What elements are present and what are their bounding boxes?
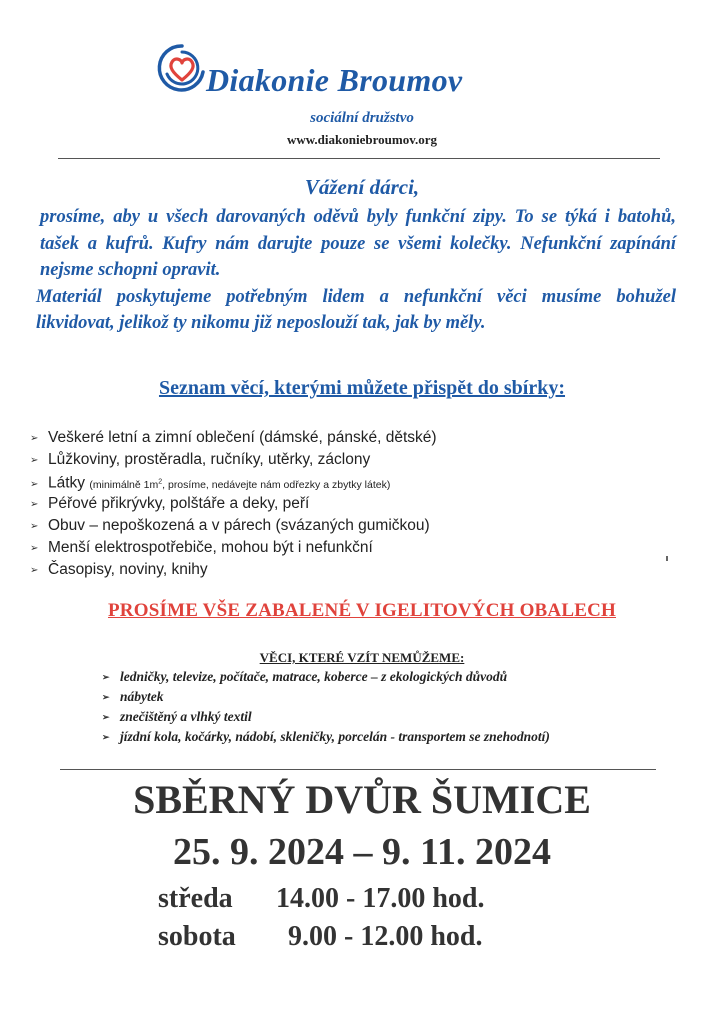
list-item: ➢ jízdní kola, kočárky, nádobí, skleničky, porcelán - transportem se znehodnotí) [102, 727, 550, 747]
hours-row [158, 880, 484, 918]
hours-time: 9.00 - 12.00 hod. [288, 921, 483, 952]
arrow-bullet-icon: ➢ [30, 478, 39, 490]
list-item: ➢ Časopisy, noviny, knihy [30, 559, 437, 581]
list-item: ➢ Látky (minimálně $1m^2$, prosíme, nedávejte nám odřezky a zbytky látek) [30, 471, 437, 493]
collection-place: SBĚRNÝ DVŮR ŠUMICE [133, 777, 591, 822]
heart-circle-logo-icon [156, 42, 208, 94]
fabric-note: (minimálně $1m^2$, prosíme, nedávejte nám odřezky a zbytky látek) [89, 478, 391, 491]
list-item: ➢ Péřové přikrývky, polštáře a deky, peří [30, 493, 437, 515]
hours-row [158, 918, 484, 956]
donation-list-heading: Seznam věcí, kterými můžete přispět do sbírky: [158, 377, 566, 399]
not-accepted-heading: VĚCI, KTERÉ VZÍT NEMŮŽEME: [259, 650, 465, 665]
not-accepted-list [102, 667, 550, 747]
hours-time: 14.00 - 17.00 hod. [276, 883, 485, 914]
arrow-bullet-icon: ➢ [30, 433, 39, 444]
arrow-bullet-icon: ➢ [102, 672, 110, 682]
list-item: ➢ znečištěný a vlhký textil [102, 707, 550, 727]
website-link[interactable]: www.diakoniebroumov.org [286, 132, 437, 147]
arrow-bullet-icon: ➢ [102, 732, 110, 742]
scan-mark [666, 556, 668, 561]
arrow-bullet-icon: ➢ [30, 543, 39, 554]
hours-day: sobota [158, 921, 236, 952]
top-divider [58, 158, 660, 159]
arrow-bullet-icon: ➢ [30, 455, 39, 466]
list-item: ➢ Lůžkoviny, prostěradla, ručníky, utěrky, záclony [30, 449, 437, 471]
list-item: ➢ ledničky, televize, počítače, matrace, koberce – z ekologických důvodů [102, 667, 550, 687]
arrow-bullet-icon: ➢ [30, 521, 39, 532]
list-item: ➢ Veškeré letní a zimní oblečení (dámské, pánské, dětské) [30, 427, 437, 449]
org-name: Diakonie Broumov [206, 62, 463, 98]
org-subtitle: sociální družstvo [310, 110, 414, 126]
list-item: ➢ Menší elektrospotřebiče, mohou být i nefunkční [30, 537, 437, 559]
notice-paragraph-1: prosíme, aby u všech darovaných oděvů byly funkční zipy. To se týká i batohů, tašek a kufrů. Kufry nám darujte pouze se všemi kolečky. Nefunkční zapínání nejsme schopni opravit. [40, 207, 676, 280]
arrow-bullet-icon: ➢ [102, 692, 110, 702]
logo-row [150, 40, 570, 110]
packaging-banner: PROSÍME VŠE ZABALENÉ V IGELITOVÝCH OBALECH [108, 600, 616, 621]
collection-dates: 25. 9. 2024 – 9. 11. 2024 [173, 831, 551, 873]
donation-list [30, 427, 437, 581]
notice-paragraph-2: Materiál poskytujeme potřebným lidem a nefunkční věci musíme bohužel likvidovat, jelikož ty nikomu již neposlouží tak, jak by měly. [36, 286, 676, 333]
list-item: ➢ nábytek [102, 687, 550, 707]
arrow-bullet-icon: ➢ [30, 499, 39, 510]
opening-hours [158, 880, 484, 956]
list-item: ➢ Obuv – nepoškozená a v párech (svázaných gumičkou) [30, 515, 437, 537]
bottom-divider [60, 769, 656, 770]
hours-day: středa [158, 883, 233, 914]
arrow-bullet-icon: ➢ [102, 712, 110, 722]
arrow-bullet-icon: ➢ [30, 565, 39, 576]
notice-text [36, 204, 676, 337]
greeting: Vážení dárci, [304, 175, 420, 199]
